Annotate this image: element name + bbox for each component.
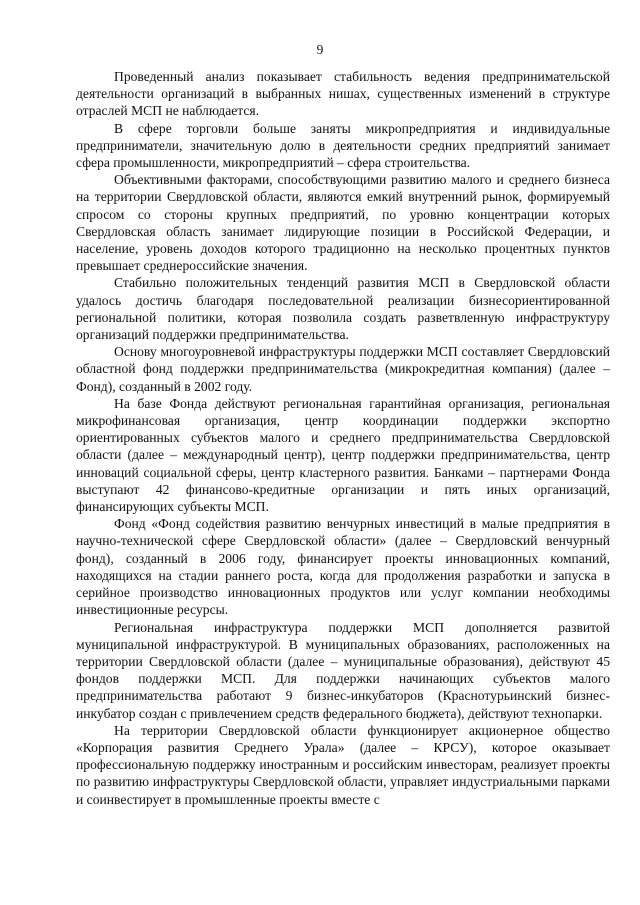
paragraph: Объективными факторами, способствующими развитию малого и среднего бизнеса на территории Свердловской области, являются емкий внутренний рынок, формируемый спросом со стороны крупных предприятий, по уровню концентрации которых Свердловская область занимает лидирующие позиции в Российской Федерации, и население, уровень доходов которого традиционно на несколько процентных пунктов превышает среднероссийские значения. (76, 172, 610, 274)
page-number: 9 (316, 42, 324, 57)
paragraph: На базе Фонда действуют региональная гарантийная организация, региональная микрофинансовая организация, центр координации поддержки экспортно ориентированных субъектов малого и среднего предпринимательства Свердловской области (далее – международный центр), центр поддержки предпринимательства, центр инноваций социальной сферы, центр кластерного развития. Банками – партнерами Фонда выступают 42 финансово-кредитные организации и пять иных организаций, финансирующих субъекты МСП. (76, 395, 610, 515)
paragraph: Проведенный анализ показывает стабильность ведения предпринимательской деятельности организаций в выбранных нишах, существенных изменений в структуре отраслей МСП не наблюдается. (76, 69, 610, 119)
paragraph: На территории Свердловской области функционирует акционерное общество «Корпорация развития Среднего Урала» (далее – КРСУ), которое оказывает профессиональную поддержку иностранным и российским инвесторам, реализует проекты по развитию инфраструктуры Свердловской области, управляет индустриальными парками и соинвестирует в промышленные проекты вместе с (76, 722, 610, 807)
paragraph: Фонд «Фонд содействия развитию венчурных инвестиций в малые предприятия в научно-технической сфере Свердловской области» (далее – Свердловский венчурный фонд), созданный в 2006 году, финансирует проекты инновационных компаний, находящихся на стадии раннего роста, когда для продолжения разработки и запуска в серийное производство инновационных продуктов или услуг компании необходимы инвестиционные ресурсы. (76, 516, 610, 618)
paragraph: Региональная инфраструктура поддержки МСП дополняется развитой муниципальной инфраструктурой. В муниципальных образованиях, расположенных на территории Свердловской области (далее – муниципальные образования), действуют 45 фондов поддержки МСП. Для поддержки начинающих субъектов малого предпринимательства работают 9 бизнес-инкубаторов (Краснотурьинский бизнес-инкубатор создан с привлечением средств федерального бюджета), действуют технопарки. (76, 619, 610, 721)
body-text (76, 68, 610, 808)
paragraph: В сфере торговли больше заняты микропредприятия и индивидуальные предприниматели, значительную долю в деятельности средних предприятий занимает сфера промышленности, микропредприятий – сфера строительства. (76, 120, 610, 171)
paragraph: Стабильно положительных тенденций развития МСП в Свердловской области удалось достичь благодаря последовательной реализации бизнесориентированной региональной политики, которая позволила создать разветвленную инфраструктуру организаций поддержки предпринимательства. (76, 275, 610, 343)
paragraph: Основу многоуровневой инфраструктуры поддержки МСП составляет Свердловский областной фонд поддержки предпринимательства (микрокредитная компания) (далее – Фонд), созданный в 2002 году. (76, 344, 610, 394)
